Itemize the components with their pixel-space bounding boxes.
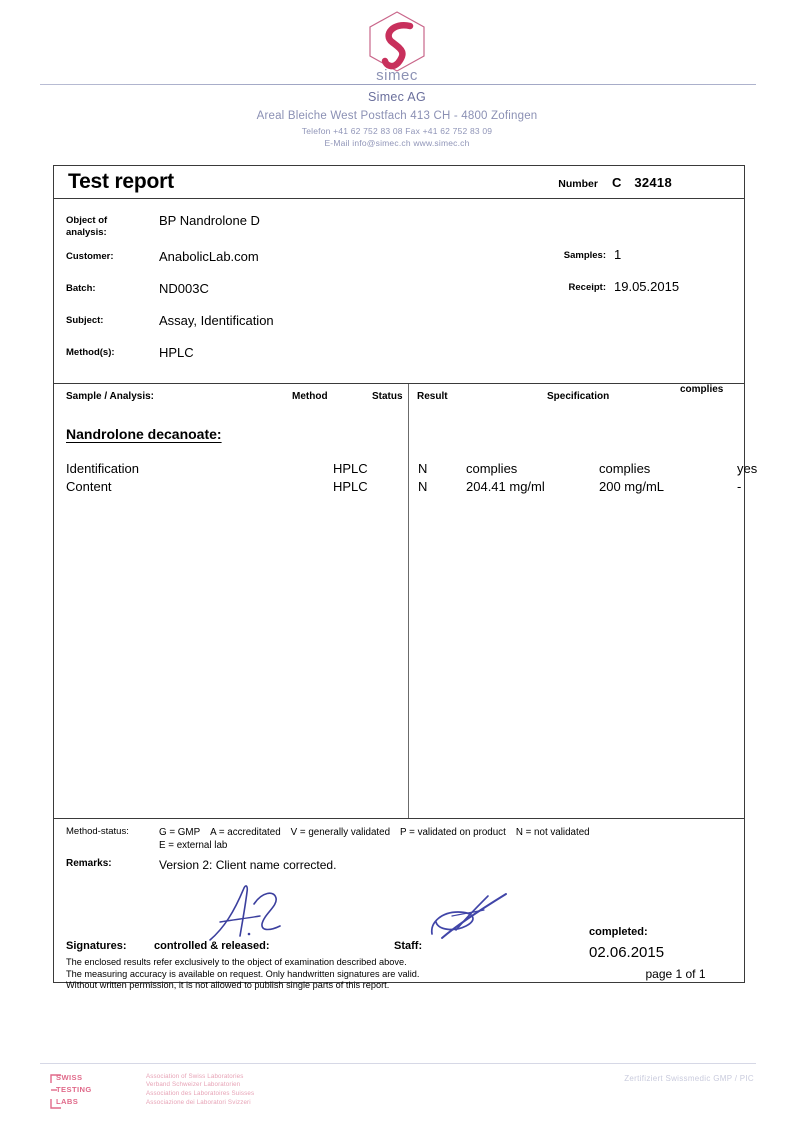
col-header-result: Result [417, 391, 448, 402]
legend-external-lab: E = external lab [159, 840, 228, 851]
signatures-section [54, 878, 744, 990]
legal-line-3: Without written permission, it is not allowed to publish single parts of this report. [66, 980, 390, 990]
letterhead [0, 0, 794, 148]
meta-row-object [54, 208, 744, 244]
assoc-line-en: Association of Swiss Laboratories [146, 1072, 244, 1080]
legend-gmp: G = GMP [159, 827, 201, 838]
legend-generally-validated: V = generally validated [290, 827, 391, 838]
table-row [54, 460, 758, 478]
object-of-analysis-value: BP Nandrolone D [159, 213, 260, 228]
controlled-released-signature [202, 882, 302, 944]
assoc-line-de: Verband Schweizer Laboratorien [146, 1081, 241, 1089]
staff-signature [422, 886, 532, 946]
page-title: Test report [68, 170, 174, 193]
stl-wordmark [56, 1072, 92, 1108]
legend-validated-on-product: P = validated on product [400, 827, 506, 838]
receipt-value: 19.05.2015 [614, 279, 680, 294]
batch-value: ND003C [159, 281, 209, 296]
object-label-line2: analysis: [66, 227, 107, 238]
report-number-value: 32418 [634, 174, 672, 190]
meta-row-batch [54, 276, 744, 308]
report-title-row [54, 166, 744, 199]
completed-label: completed: [589, 926, 648, 938]
results-header-row [54, 384, 744, 410]
row-complies: yes [737, 461, 758, 476]
report-number-label: Number [558, 177, 598, 190]
legal-line-2: The measuring accuracy is available on request. Only handwritten signatures are valid. [66, 968, 420, 979]
methods-label: Method(s): [66, 347, 115, 358]
row-result: complies [466, 461, 518, 476]
samples-label: Samples: [563, 250, 606, 261]
object-label-line1: Object of [66, 215, 108, 226]
swiss-testing-labs-logo [48, 1072, 96, 1108]
receipt-label: Receipt: [568, 282, 606, 293]
subject-label: Subject: [66, 315, 104, 326]
simec-hexagon-s-logo [355, 8, 439, 82]
report-meta-section [54, 199, 744, 384]
method-status-label: Method-status: [66, 826, 129, 837]
stl-line-3: LABS [56, 1097, 79, 1106]
meta-row-subject [54, 308, 744, 340]
report-number-letter: C [611, 174, 622, 190]
analyte-heading: Nandrolone decanoate: [66, 426, 222, 442]
remarks-text: Version 2: Client name corrected. [159, 858, 337, 872]
assoc-line-it: Associazione dei Laboratori Svizzeri [146, 1098, 251, 1106]
col-header-status: Status [372, 391, 403, 402]
row-status: N [418, 461, 428, 476]
swiss-testing-labs-block [48, 1072, 254, 1108]
batch-label: Batch: [66, 283, 96, 294]
completed-date: 02.06.2015 [589, 944, 665, 961]
col-header-method: Method [292, 391, 328, 402]
stl-line-1: SWISS [56, 1073, 83, 1082]
signatures-label: Signatures: [66, 940, 127, 952]
customer-value: AnabolicLab.com [159, 249, 259, 264]
address-line-2: Telefon +41 62 752 83 08 Fax +41 62 752 83 09 [301, 126, 493, 136]
report-number-block [558, 175, 730, 190]
row-specification: 200 mg/mL [599, 479, 665, 494]
col-header-specification: Specification [547, 391, 610, 402]
row-complies: - [737, 479, 742, 494]
table-row [54, 478, 744, 496]
footer-divider [40, 1063, 756, 1064]
completion-block [589, 926, 744, 981]
row-status: N [418, 479, 428, 494]
method-status-row [54, 826, 744, 852]
simec-logo-wrap [0, 0, 794, 87]
remarks-label: Remarks: [66, 858, 112, 869]
row-specification: complies [599, 461, 651, 476]
customer-label: Customer: [66, 251, 114, 262]
company-name: Simec AG [368, 90, 426, 104]
legend-accreditated: A = accreditated [210, 827, 281, 838]
controlled-released-label: controlled & released: [154, 940, 270, 952]
meta-row-customer [54, 244, 744, 276]
row-analysis-name: Identification [66, 461, 139, 476]
test-report-frame [53, 165, 758, 990]
svg-text:simec: simec [376, 67, 418, 82]
staff-label: Staff: [394, 940, 423, 952]
remarks-row [54, 852, 744, 872]
stl-association-names [146, 1073, 254, 1107]
row-method: HPLC [333, 461, 368, 476]
samples-block [494, 248, 744, 261]
col-header-sample: Sample / Analysis: [66, 391, 154, 402]
certification-note: Zertifiziert Swissmedic GMP / PIC [624, 1074, 754, 1083]
object-of-analysis-label [54, 213, 159, 239]
col-header-complies: complies [680, 384, 724, 395]
results-rows [54, 460, 758, 496]
methods-value: HPLC [159, 345, 194, 360]
subject-value: Assay, Identification [159, 313, 274, 328]
legend-not-validated: N = not validated [515, 827, 590, 838]
address-line-3: E-Mail info@simec.ch www.simec.ch [324, 138, 470, 148]
meta-row-methods [54, 340, 744, 372]
receipt-block [494, 280, 744, 293]
letterhead-divider [40, 84, 756, 85]
assoc-line-fr: Association des Laboratoires Suisses [146, 1090, 255, 1097]
row-analysis-name: Content [66, 479, 112, 494]
page-indicator: page 1 of 1 [645, 967, 706, 981]
results-section [54, 384, 758, 819]
row-result: 204.41 mg/ml [466, 479, 545, 494]
address-line-1: Areal Bleiche West Postfach 413 CH - 4800 Zofingen [256, 110, 538, 122]
method-status-section [54, 819, 744, 878]
stl-line-2: TESTING [56, 1085, 92, 1094]
row-method: HPLC [333, 479, 368, 494]
legal-line-1: The enclosed results refer exclusively to the object of examination described above. [66, 957, 407, 967]
legal-disclaimer [66, 957, 536, 992]
method-status-legend [159, 826, 590, 852]
results-column-divider [408, 384, 409, 818]
samples-value: 1 [614, 247, 622, 262]
page-footer [0, 1060, 794, 1122]
